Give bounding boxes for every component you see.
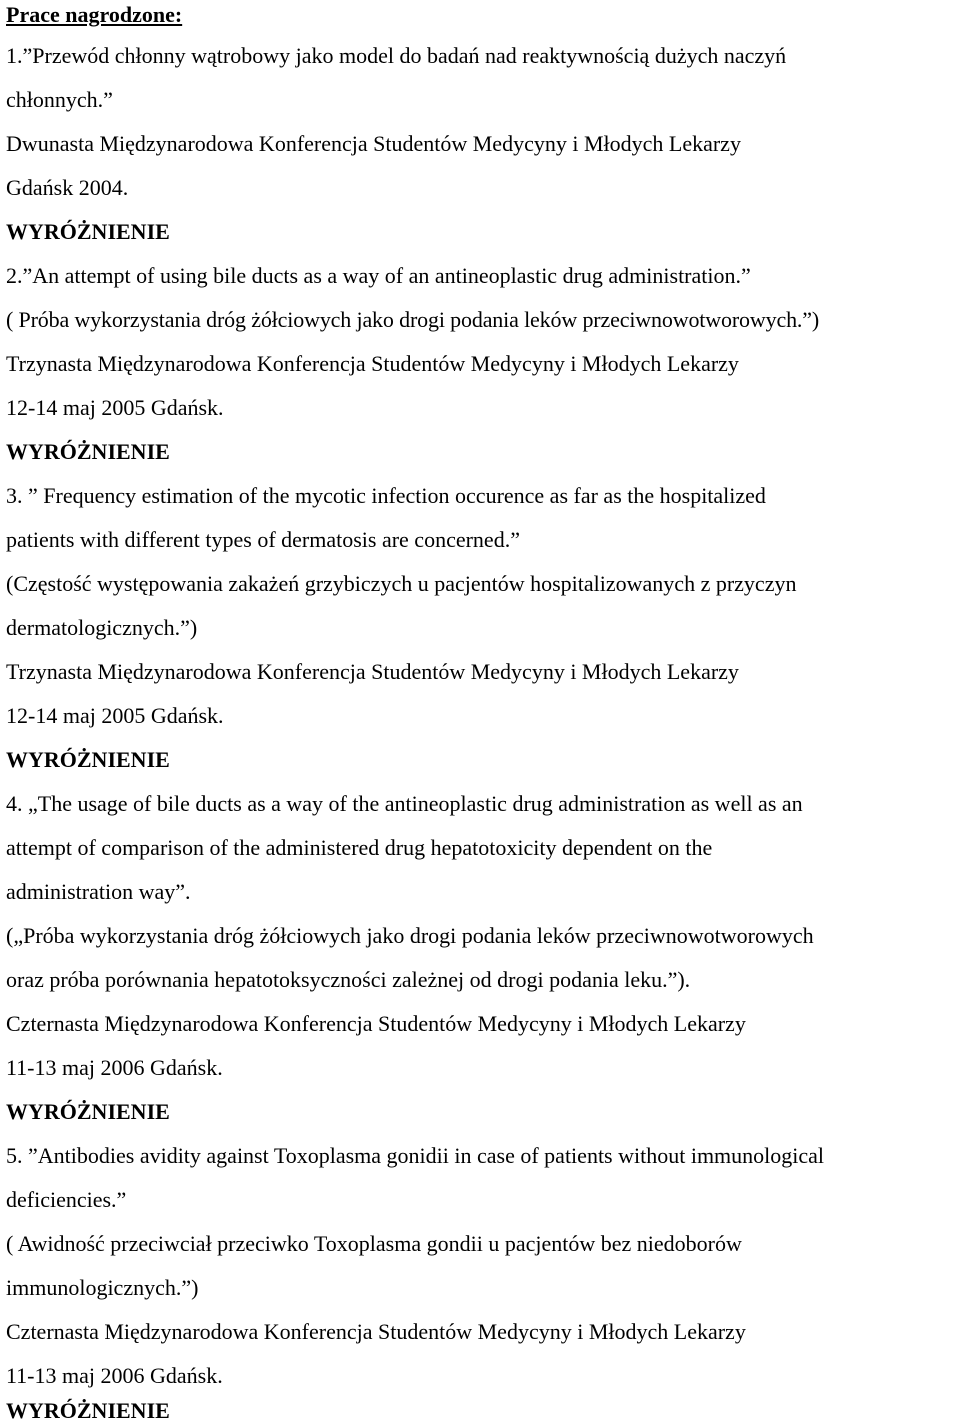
award-1-date: Gdańsk 2004. — [6, 175, 129, 200]
award-1-distinction: WYRÓŻNIENIE — [6, 219, 170, 244]
award-2-distinction: WYRÓŻNIENIE — [6, 439, 170, 464]
award-4-distinction: WYRÓŻNIENIE — [6, 1099, 170, 1124]
section-heading: Prace nagrodzone: — [6, 2, 183, 27]
award-2-conference: Trzynasta Międzynarodowa Konferencja Studentów Medycyny i Młodych Lekarzy — [6, 351, 739, 376]
award-3-title-en-line-1: 3. ” Frequency estimation of the mycotic infection occurence as far as the hospitalized — [6, 483, 766, 508]
award-4-title-pl-line-1: („Próba wykorzystania dróg żółciowych jako drogi podania leków przeciwnowotworowych — [6, 923, 814, 948]
award-2-date: 12-14 maj 2005 Gdańsk. — [6, 395, 224, 420]
award-2-title-en: 2.”An attempt of using bile ducts as a way of an antineoplastic drug administration.” — [6, 263, 751, 288]
award-2-title-pl: ( Próba wykorzystania dróg żółciowych jako drogi podania leków przeciwnowotworowych.”) — [6, 307, 820, 332]
award-5-conference: Czternasta Międzynarodowa Konferencja Studentów Medycyny i Młodych Lekarzy — [6, 1319, 746, 1344]
award-5-title-pl-line-2: immunologicznych.”) — [6, 1275, 199, 1300]
award-3-distinction: WYRÓŻNIENIE — [6, 747, 170, 772]
award-3-title-pl-line-1: (Częstość występowania zakażeń grzybiczych u pacjentów hospitalizowanych z przyczyn — [6, 571, 797, 596]
award-5-distinction: WYRÓŻNIENIE — [6, 1398, 170, 1423]
award-5-title-en-line-2: deficiencies.” — [6, 1187, 127, 1212]
award-4-title-en-line-2: attempt of comparison of the administered drug hepatotoxicity dependent on the — [6, 835, 713, 860]
award-4-title-en-line-1: 4. „The usage of bile ducts as a way of the antineoplastic drug administration as well as an — [6, 791, 803, 816]
award-4-title-pl-line-2: oraz próba porównania hepatotoksyczności zależnej od drogi podania leku.”). — [6, 967, 691, 992]
award-3-date: 12-14 maj 2005 Gdańsk. — [6, 703, 224, 728]
award-4-title-en-line-3: administration way”. — [6, 879, 191, 904]
award-1-title-line-2: chłonnych.” — [6, 87, 113, 112]
award-4-conference: Czternasta Międzynarodowa Konferencja Studentów Medycyny i Młodych Lekarzy — [6, 1011, 746, 1036]
award-5-title-en-line-1: 5. ”Antibodies avidity against Toxoplasma gonidii in case of patients without immunological — [6, 1143, 825, 1168]
award-5-title-pl-line-1: ( Awidność przeciwciał przeciwko Toxoplasma gondii u pacjentów bez niedoborów — [6, 1231, 742, 1256]
award-3-title-en-line-2: patients with different types of dermatosis are concerned.” — [6, 527, 520, 552]
award-4-date: 11-13 maj 2006 Gdańsk. — [6, 1055, 223, 1080]
award-5-date: 11-13 maj 2006 Gdańsk. — [6, 1363, 223, 1388]
award-3-conference: Trzynasta Międzynarodowa Konferencja Studentów Medycyny i Młodych Lekarzy — [6, 659, 739, 684]
award-1-title-line-1: 1.”Przewód chłonny wątrobowy jako model do badań nad reaktywnością dużych naczyń — [6, 43, 787, 68]
award-1-conference: Dwunasta Międzynarodowa Konferencja Studentów Medycyny i Młodych Lekarzy — [6, 131, 741, 156]
award-3-title-pl-line-2: dermatologicznych.”) — [6, 615, 198, 640]
